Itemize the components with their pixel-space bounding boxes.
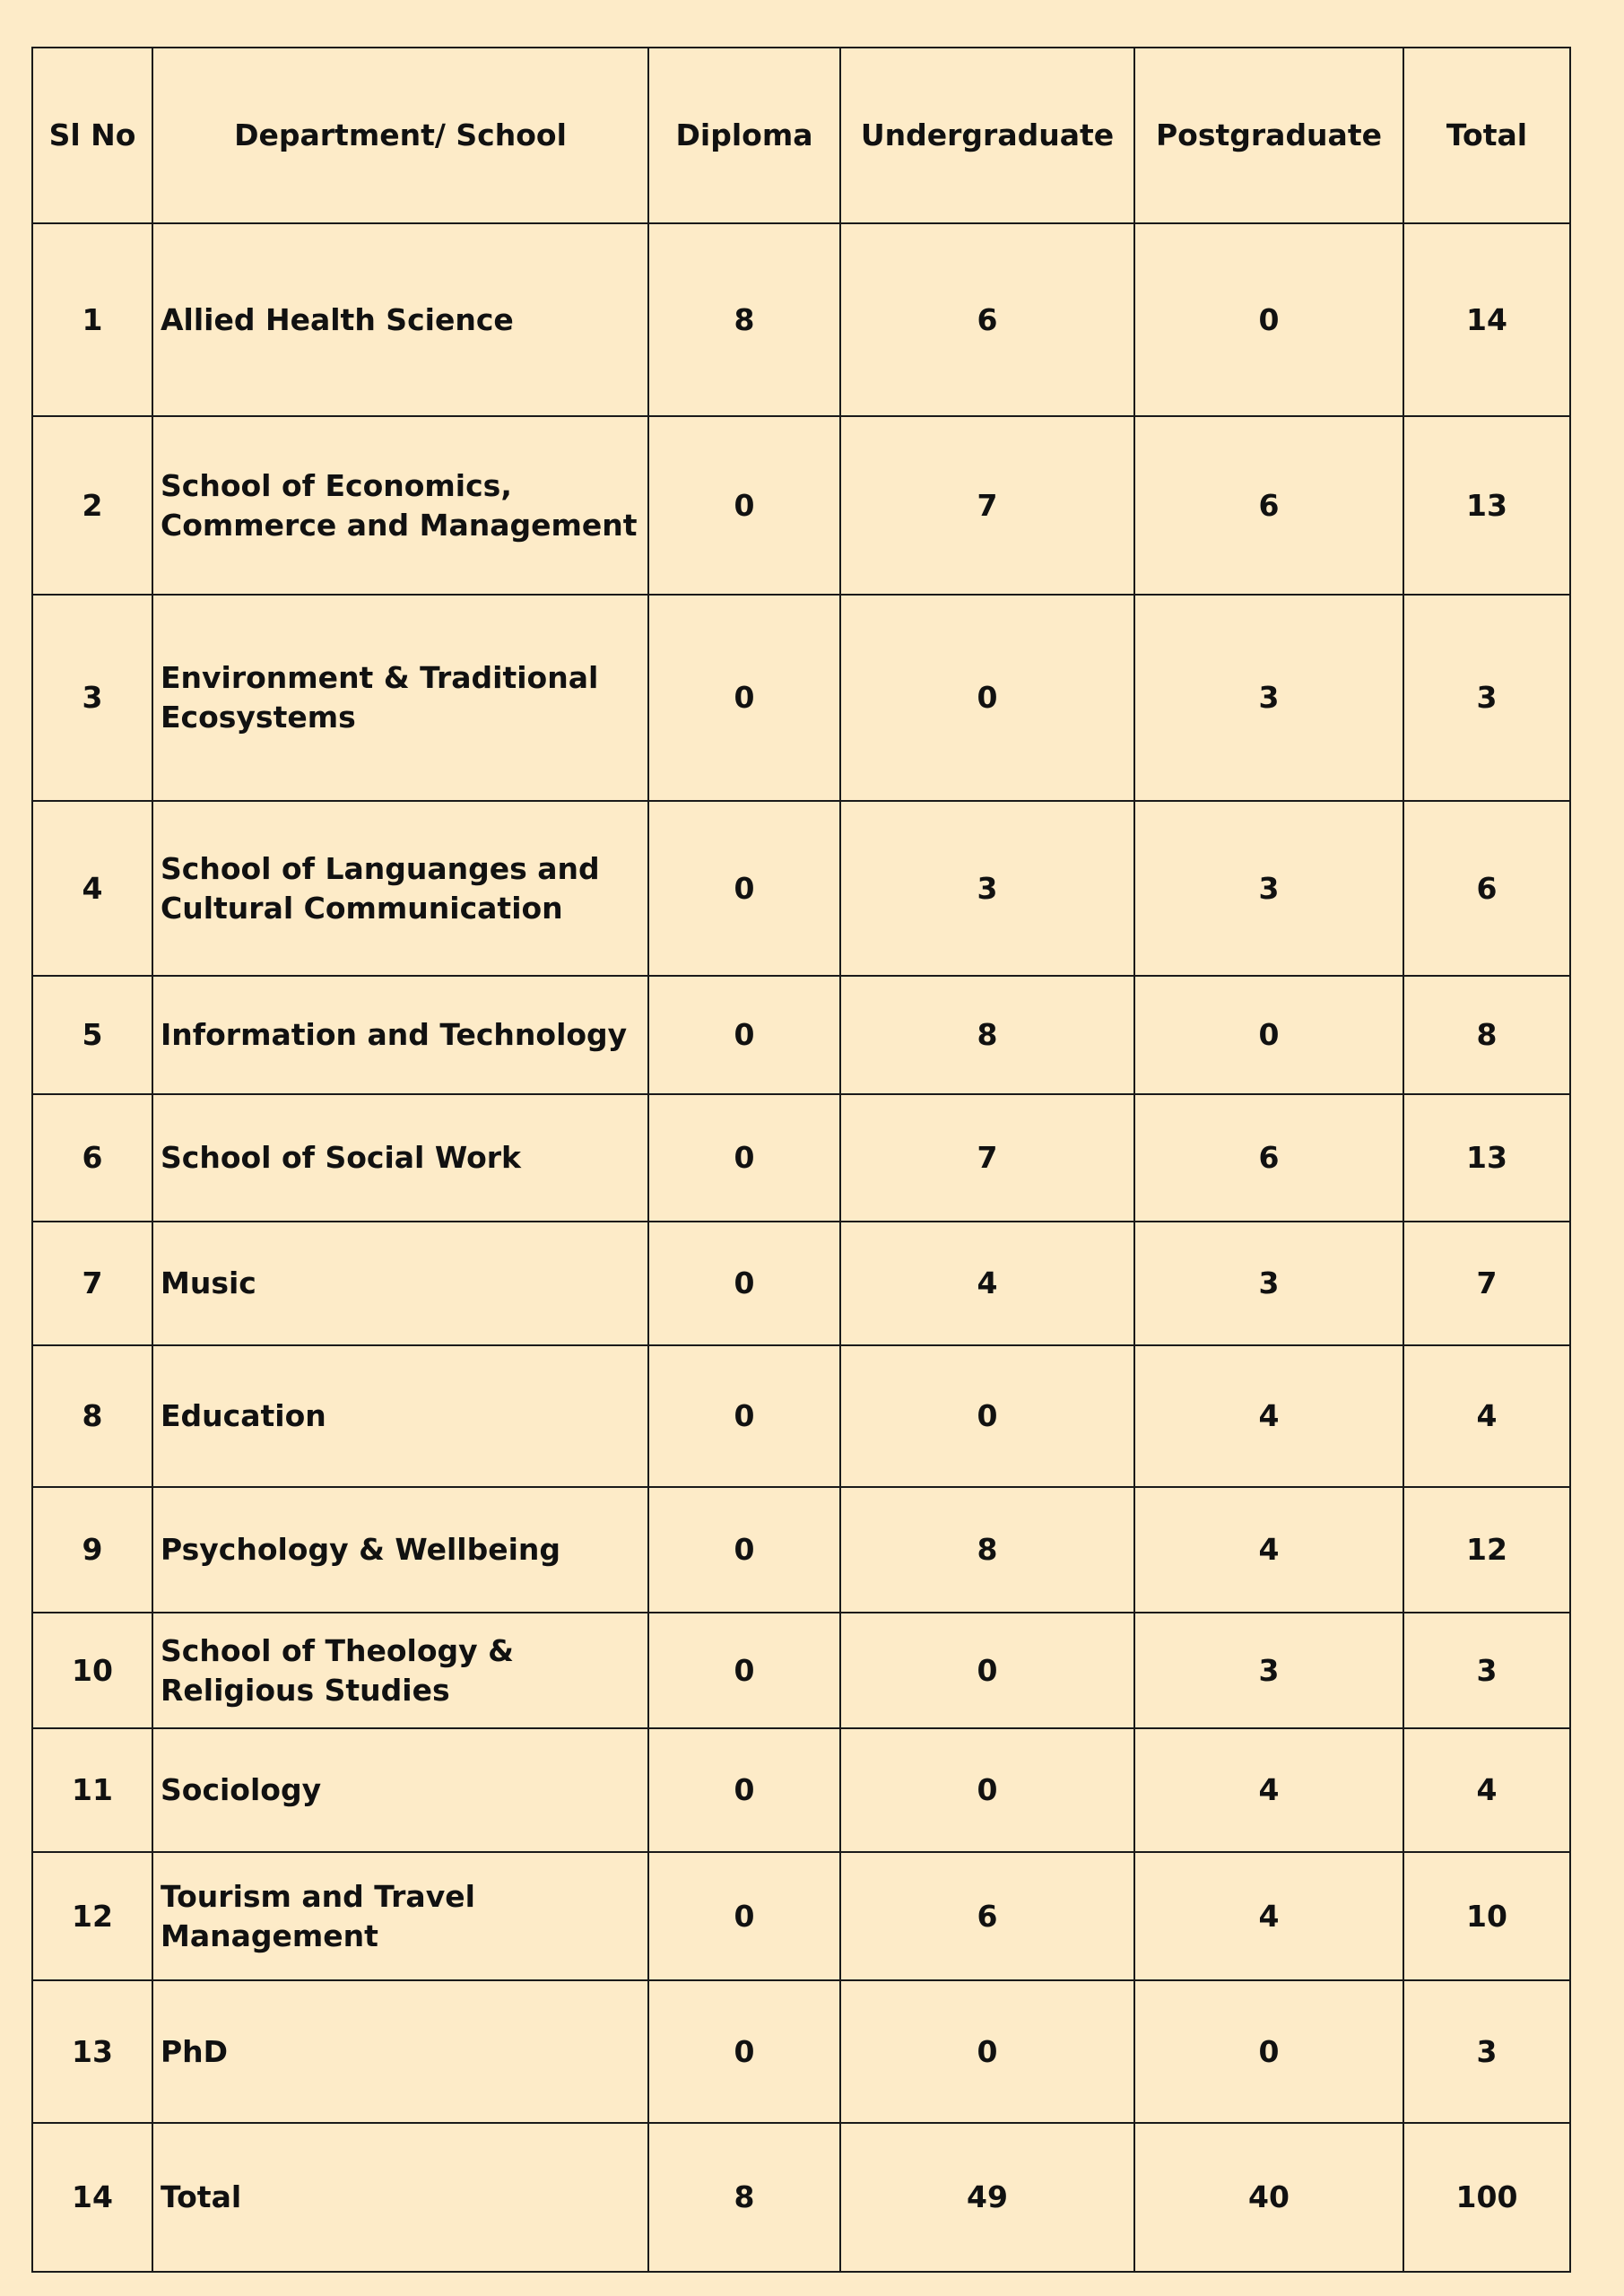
undergraduate-cell: 6 bbox=[840, 1852, 1134, 1980]
postgraduate-cell: 3 bbox=[1134, 1222, 1403, 1345]
department-cell: School of Social Work bbox=[152, 1094, 648, 1222]
diploma-cell: 0 bbox=[648, 801, 840, 976]
sl-no-cell: 3 bbox=[32, 595, 152, 801]
table-row bbox=[32, 1094, 1570, 1222]
undergraduate-cell: 7 bbox=[840, 416, 1134, 595]
sl-no-cell: 9 bbox=[32, 1487, 152, 1613]
postgraduate-cell: 3 bbox=[1134, 1613, 1403, 1728]
postgraduate-cell: 6 bbox=[1134, 1094, 1403, 1222]
sl-no-cell: 14 bbox=[32, 2123, 152, 2272]
undergraduate-cell: 3 bbox=[840, 801, 1134, 976]
table-row bbox=[32, 1728, 1570, 1852]
department-cell: School of Languanges and Cultural Communication bbox=[152, 801, 648, 976]
diploma-cell: 0 bbox=[648, 1222, 840, 1345]
diploma-cell: 0 bbox=[648, 1613, 840, 1728]
diploma-cell: 8 bbox=[648, 223, 840, 416]
total-cell: 4 bbox=[1403, 1728, 1570, 1852]
total-cell: 8 bbox=[1403, 976, 1570, 1094]
diploma-cell: 0 bbox=[648, 1094, 840, 1222]
postgraduate-cell: 3 bbox=[1134, 595, 1403, 801]
table-row bbox=[32, 1345, 1570, 1487]
sl-no-cell: 8 bbox=[32, 1345, 152, 1487]
header-department: Department/ School bbox=[152, 48, 648, 223]
undergraduate-cell: 49 bbox=[840, 2123, 1134, 2272]
table-row bbox=[32, 223, 1570, 416]
sl-no-cell: 7 bbox=[32, 1222, 152, 1345]
postgraduate-cell: 4 bbox=[1134, 1852, 1403, 1980]
department-cell: Environment & Traditional Ecosystems bbox=[152, 595, 648, 801]
header-sl-no: Sl No bbox=[32, 48, 152, 223]
sl-no-cell: 2 bbox=[32, 416, 152, 595]
diploma-cell: 0 bbox=[648, 1980, 840, 2123]
postgraduate-cell: 6 bbox=[1134, 416, 1403, 595]
postgraduate-cell: 4 bbox=[1134, 1728, 1403, 1852]
table-row bbox=[32, 416, 1570, 595]
total-cell: 13 bbox=[1403, 416, 1570, 595]
department-cell: Psychology & Wellbeing bbox=[152, 1487, 648, 1613]
undergraduate-cell: 6 bbox=[840, 223, 1134, 416]
undergraduate-cell: 0 bbox=[840, 1345, 1134, 1487]
department-cell: Music bbox=[152, 1222, 648, 1345]
total-cell: 13 bbox=[1403, 1094, 1570, 1222]
diploma-cell: 0 bbox=[648, 1487, 840, 1613]
postgraduate-cell: 4 bbox=[1134, 1345, 1403, 1487]
programs-table bbox=[31, 47, 1571, 2273]
header-row bbox=[32, 48, 1570, 223]
total-cell: 12 bbox=[1403, 1487, 1570, 1613]
department-cell: Allied Health Science bbox=[152, 223, 648, 416]
table-row bbox=[32, 595, 1570, 801]
sl-no-cell: 6 bbox=[32, 1094, 152, 1222]
diploma-cell: 8 bbox=[648, 2123, 840, 2272]
department-cell: Sociology bbox=[152, 1728, 648, 1852]
sl-no-cell: 12 bbox=[32, 1852, 152, 1980]
undergraduate-cell: 0 bbox=[840, 1728, 1134, 1852]
undergraduate-cell: 0 bbox=[840, 1980, 1134, 2123]
sl-no-cell: 5 bbox=[32, 976, 152, 1094]
sl-no-cell: 10 bbox=[32, 1613, 152, 1728]
undergraduate-cell: 8 bbox=[840, 1487, 1134, 1613]
department-cell: Information and Technology bbox=[152, 976, 648, 1094]
sl-no-cell: 1 bbox=[32, 223, 152, 416]
total-cell: 7 bbox=[1403, 1222, 1570, 1345]
total-cell: 6 bbox=[1403, 801, 1570, 976]
sl-no-cell: 4 bbox=[32, 801, 152, 976]
department-cell: Tourism and Travel Management bbox=[152, 1852, 648, 1980]
header-undergraduate: Undergraduate bbox=[840, 48, 1134, 223]
department-cell: School of Economics, Commerce and Management bbox=[152, 416, 648, 595]
table-row bbox=[32, 1487, 1570, 1613]
diploma-cell: 0 bbox=[648, 976, 840, 1094]
department-cell: School of Theology & Religious Studies bbox=[152, 1613, 648, 1728]
postgraduate-cell: 4 bbox=[1134, 1487, 1403, 1613]
table-row bbox=[32, 1980, 1570, 2123]
postgraduate-cell: 0 bbox=[1134, 223, 1403, 416]
department-cell: Total bbox=[152, 2123, 648, 2272]
postgraduate-cell: 0 bbox=[1134, 976, 1403, 1094]
total-cell: 3 bbox=[1403, 1613, 1570, 1728]
sl-no-cell: 13 bbox=[32, 1980, 152, 2123]
total-row bbox=[32, 2123, 1570, 2272]
header-total: Total bbox=[1403, 48, 1570, 223]
total-cell: 10 bbox=[1403, 1852, 1570, 1980]
total-cell: 100 bbox=[1403, 2123, 1570, 2272]
diploma-cell: 0 bbox=[648, 1345, 840, 1487]
header-postgraduate: Postgraduate bbox=[1134, 48, 1403, 223]
table-row bbox=[32, 1222, 1570, 1345]
table-row bbox=[32, 801, 1570, 976]
diploma-cell: 0 bbox=[648, 416, 840, 595]
undergraduate-cell: 7 bbox=[840, 1094, 1134, 1222]
total-cell: 4 bbox=[1403, 1345, 1570, 1487]
postgraduate-cell: 40 bbox=[1134, 2123, 1403, 2272]
department-cell: Education bbox=[152, 1345, 648, 1487]
undergraduate-cell: 0 bbox=[840, 1613, 1134, 1728]
total-cell: 14 bbox=[1403, 223, 1570, 416]
diploma-cell: 0 bbox=[648, 1852, 840, 1980]
table-row bbox=[32, 1613, 1570, 1728]
table-row bbox=[32, 976, 1570, 1094]
postgraduate-cell: 3 bbox=[1134, 801, 1403, 976]
undergraduate-cell: 4 bbox=[840, 1222, 1134, 1345]
undergraduate-cell: 8 bbox=[840, 976, 1134, 1094]
total-cell: 3 bbox=[1403, 595, 1570, 801]
diploma-cell: 0 bbox=[648, 595, 840, 801]
total-cell: 3 bbox=[1403, 1980, 1570, 2123]
diploma-cell: 0 bbox=[648, 1728, 840, 1852]
undergraduate-cell: 0 bbox=[840, 595, 1134, 801]
department-cell: PhD bbox=[152, 1980, 648, 2123]
table-row bbox=[32, 1852, 1570, 1980]
sl-no-cell: 11 bbox=[32, 1728, 152, 1852]
header-diploma: Diploma bbox=[648, 48, 840, 223]
postgraduate-cell: 0 bbox=[1134, 1980, 1403, 2123]
